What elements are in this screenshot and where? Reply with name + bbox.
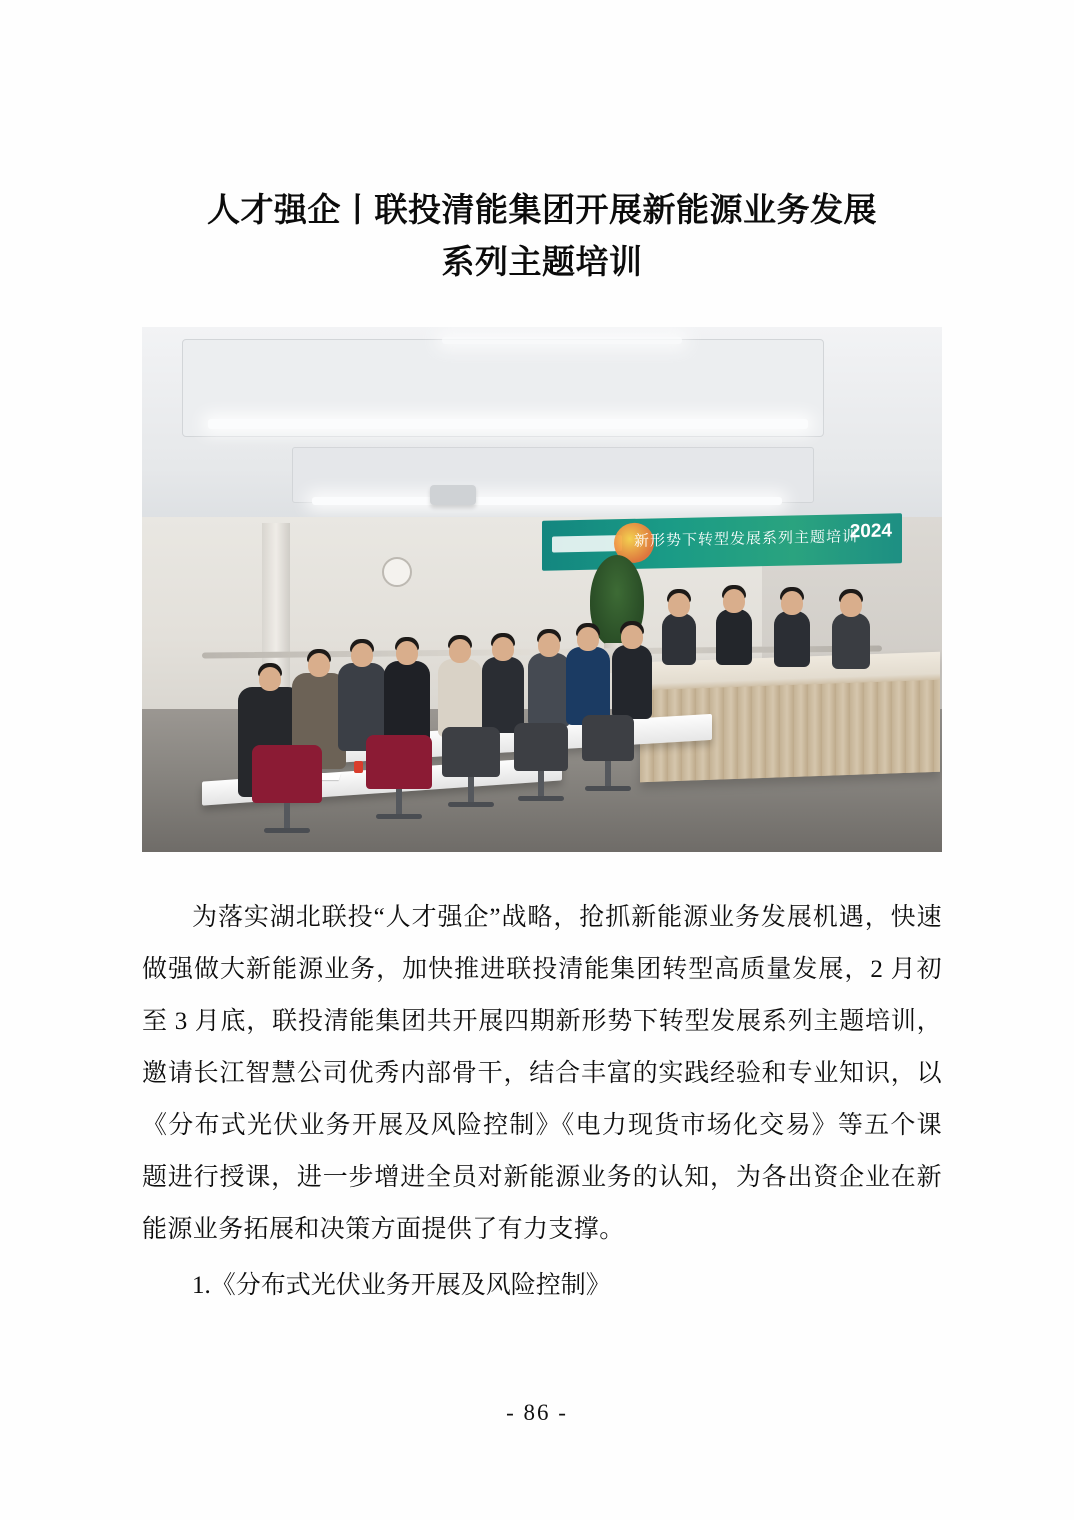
person-head: [396, 641, 418, 665]
chair-base: [448, 802, 494, 807]
seated-person: [662, 613, 696, 665]
person-head: [723, 589, 745, 613]
audience-person: [528, 653, 570, 727]
audience-person: [384, 661, 430, 743]
ceiling-panel: [292, 447, 814, 503]
person-head: [308, 653, 330, 677]
cup: [354, 761, 363, 773]
banner-year: 2024: [849, 520, 892, 543]
seated-person: [716, 609, 752, 665]
chair: [366, 735, 432, 789]
banner-text: 新形势下转型发展系列主题培训: [634, 528, 859, 550]
page-number: - 86 -: [506, 1400, 568, 1425]
projector: [430, 485, 476, 505]
chair-leg: [538, 771, 544, 797]
article-photo: [142, 327, 942, 852]
person-head: [621, 625, 643, 649]
chair-base: [264, 828, 310, 833]
photo-room-scene: [142, 327, 942, 852]
ceiling-light: [312, 497, 782, 505]
ceiling-light: [442, 337, 682, 344]
page-title-line-2: 系列主题培训: [441, 245, 643, 281]
chair-leg: [468, 777, 474, 803]
page-title-line-1: 人才强企丨联投清能集团开展新能源业务发展: [207, 193, 877, 229]
person-head: [840, 593, 862, 617]
person-head: [259, 667, 281, 691]
seated-person: [774, 611, 810, 667]
banner-logo: [552, 535, 622, 552]
seated-person: [832, 613, 870, 669]
wall-clock-icon: [382, 557, 412, 587]
person-head: [538, 633, 560, 657]
audience-person: [566, 647, 610, 725]
person-head: [577, 627, 599, 651]
chair-base: [376, 814, 422, 819]
article-list-item: 1.《分布式光伏业务开展及风险控制》: [192, 1272, 611, 1299]
person-head: [449, 639, 471, 663]
chair-leg: [605, 761, 611, 787]
chair: [442, 727, 500, 777]
person-head: [668, 593, 690, 617]
body-paragraph: 为落实湖北联投“人才强企”战略，抢抓新能源业务发展机遇，快速做强做大新能源业务，加快推进联投清能集团转型高质量发展，2 月初至 3 月底，联投清能集团共开展四期新形势下转型发展系列主题培训，邀请长江智慧公司优秀内部骨干，结合丰富的实践经验和专业知识，以《分布式光伏业务开展及风险控制》《电力现货市场化交易》等五个课题进行授课，进一步增进全员对新能源业务的认知，为各出资企业在新能源业务拓展和决策方面提供了有力支撑。: [142, 904, 942, 1243]
person-head: [781, 591, 803, 615]
page-content: [142, 185, 942, 1312]
chair: [252, 745, 322, 803]
page-title: [142, 185, 942, 289]
person-head: [492, 637, 514, 661]
chair-leg: [284, 803, 290, 829]
chair: [514, 723, 568, 771]
chair: [582, 715, 634, 761]
chair-leg: [396, 789, 402, 815]
audience-person: [482, 657, 524, 733]
person-head: [351, 643, 373, 667]
audience-person: [612, 645, 652, 719]
article-body: [142, 892, 942, 1256]
audience-person: [438, 659, 482, 737]
chair-base: [585, 786, 631, 791]
ceiling-light: [208, 419, 808, 429]
chair-base: [518, 796, 564, 801]
